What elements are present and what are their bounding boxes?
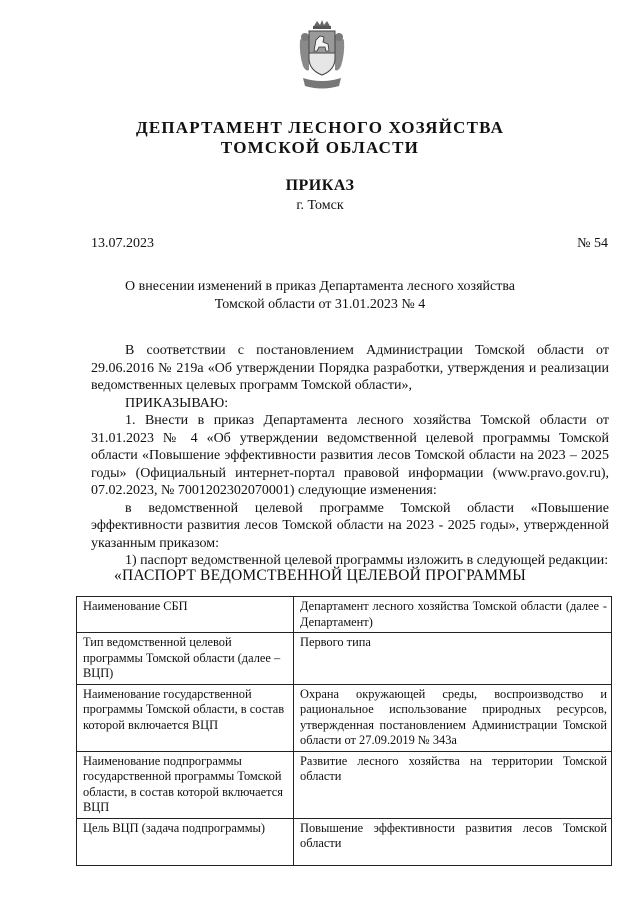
passport-paragraph: 1) паспорт ведомственной целевой программы изложить в следующей редакции: bbox=[125, 553, 609, 568]
table-row bbox=[77, 597, 612, 633]
program-paragraph: в ведомственной целевой программе Томской области «Повышение эффективности развития лесов Томской области на 2023 - 2025 годы», утвержденной указанным приказом: bbox=[91, 500, 609, 551]
row-label: Тип ведомственной целевой программы Томской области (далее – ВЦП) bbox=[77, 633, 294, 685]
passport-table bbox=[76, 596, 612, 866]
row-label: Наименование СБП bbox=[77, 597, 294, 633]
row-value: Департамент лесного хозяйства Томской области (далее - Департамент) bbox=[294, 597, 612, 633]
order-body bbox=[91, 342, 609, 570]
coat-of-arms-icon bbox=[297, 20, 347, 92]
table-row bbox=[77, 633, 612, 685]
table-row bbox=[77, 751, 612, 818]
row-value: Охрана окружающей среды, воспроизводство и рациональное использование природных ресурсов, утвержденная постановлением Администрации Томской области от 27.09.2019 № 343а bbox=[294, 684, 612, 751]
preamble-paragraph: В соответствии с постановлением Администрации Томской области от 29.06.2016 № 219а «Об утверждении Порядка разработки, утверждения и реализации ведомственных целевых программ Томской области», bbox=[91, 343, 609, 393]
order-subject bbox=[0, 278, 640, 314]
row-value: Повышение эффективности развития лесов Томской области bbox=[294, 818, 612, 865]
doc-type: ПРИКАЗ bbox=[285, 177, 355, 194]
row-value: Первого типа bbox=[294, 633, 612, 685]
row-value: Развитие лесного хозяйства на территории Томской области bbox=[294, 751, 612, 818]
order-number: № 54 bbox=[577, 236, 608, 251]
row-label: Наименование государственной программы Томской области, в состав которой включается ВЦП bbox=[77, 684, 294, 751]
order-date: 13.07.2023 bbox=[91, 236, 154, 251]
city: г. Томск bbox=[296, 198, 344, 213]
subject-line2: Томской области от 31.01.2023 № 4 bbox=[214, 297, 426, 312]
row-label: Наименование подпрограммы государственной программы Томской области, в состав которой включается ВЦП bbox=[77, 751, 294, 818]
order-keyword: ПРИКАЗЫВАЮ: bbox=[125, 395, 229, 411]
org-name-line1: ДЕПАРТАМЕНТ ЛЕСНОГО ХОЗЯЙСТВА bbox=[135, 118, 505, 137]
subject-line1: О внесении изменений в приказ Департамента лесного хозяйства bbox=[125, 279, 515, 294]
table-row bbox=[77, 818, 612, 865]
row-label: Цель ВЦП (задача подпрограммы) bbox=[77, 818, 294, 865]
clause-1-paragraph: 1. Внести в приказ Департамента лесного хозяйства Томской области от 31.01.2023 № 4 «Об утверждении ведомственной целевой программы Томской области «Повышение эффективности развития лесов Томской области на 2023 – 2025 годы» (Официальный интернет-портал правовой информации (www.pravo.gov.ru), 07.02.2023, № 7001202302070001) следующие изменения: bbox=[91, 413, 609, 498]
passport-title: «ПАСПОРТ ВЕДОМСТВЕННОЙ ЦЕЛЕВОЙ ПРОГРАММЫ bbox=[114, 567, 526, 584]
table-row bbox=[77, 684, 612, 751]
org-name-line2: ТОМСКОЙ ОБЛАСТИ bbox=[220, 138, 420, 157]
